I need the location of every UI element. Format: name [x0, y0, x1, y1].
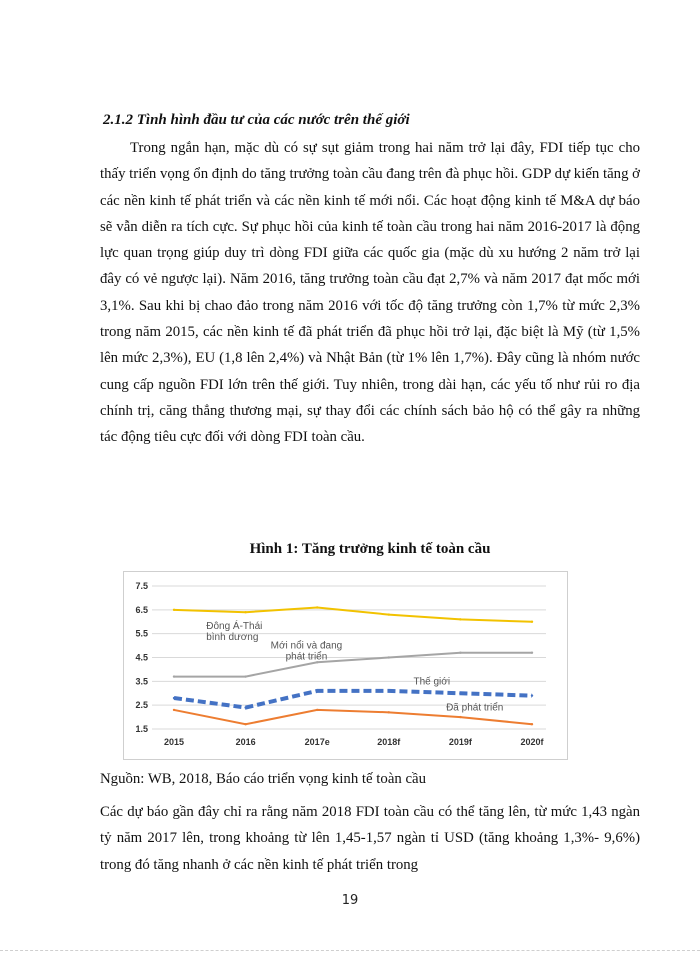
- data-point: [244, 611, 246, 613]
- data-point: [316, 709, 318, 711]
- figure-title: Hình 1: Tăng trưởng kinh tế toàn cầu: [249, 541, 491, 557]
- data-point: [459, 618, 461, 620]
- data-point: [388, 613, 390, 615]
- data-point: [531, 652, 533, 654]
- data-point: [388, 711, 390, 713]
- data-point: [244, 706, 246, 708]
- data-point: [173, 609, 175, 611]
- series-label: Đã phát triển: [446, 702, 504, 714]
- data-point: [173, 675, 175, 677]
- y-tick-label: 6.5: [135, 604, 148, 615]
- data-point: [316, 606, 318, 608]
- data-point: [459, 652, 461, 654]
- series-label: Mới nổi và đang: [270, 640, 343, 652]
- y-tick-label: 4.5: [135, 652, 148, 663]
- growth-chart-svg: [124, 572, 567, 759]
- paragraph-forecast: Các dự báo gần đây chỉ ra rằng năm 2018 FDI toàn cầu có thể tăng lên, từ mức 1,43 ngàn tỷ năm 2017 lên, trong khoảng từ lên 1,45-1,57 ngàn tỉ USD (tăng khoảng 1,3%- 9,6%) trong đó tăng nhanh ở các nền kinh tế phát triển trong: [100, 804, 640, 873]
- series-label: Thế giới: [413, 676, 451, 688]
- y-tick-label: 2.5: [135, 700, 148, 711]
- data-point: [388, 656, 390, 658]
- x-tick-label: 2016: [235, 737, 256, 747]
- data-point: [531, 723, 533, 725]
- data-point: [244, 675, 246, 677]
- series-label: bình dương: [206, 631, 259, 643]
- y-tick-label: 1.5: [135, 724, 148, 734]
- section-heading: 2.1.2 Tình hình đầu tư của các nước trên thế giới: [103, 112, 410, 128]
- figure-source: Nguồn: WB, 2018, Báo cáo triển vọng kinh tế toàn cầu: [100, 771, 427, 787]
- growth-chart: [123, 571, 568, 760]
- y-tick-label: 3.5: [135, 676, 148, 687]
- y-tick-label: 5.5: [135, 628, 148, 639]
- data-point: [459, 692, 461, 694]
- data-point: [531, 694, 533, 696]
- data-point: [173, 697, 175, 699]
- series-label: Đông Á-Thái: [206, 620, 263, 632]
- data-point: [244, 723, 246, 725]
- series-label: phát triển: [285, 651, 328, 663]
- paragraph-intro: Trong ngắn hạn, mặc dù có sự sụt giảm trong hai năm trở lại đây, FDI tiếp tục cho thấy triển vọng ổn định do tăng trưởng toàn cầu đang trên đà phục hồi. GDP dự kiến tăng ở các nền kinh tế phát triển và các nền kinh tế mới nổi. Các hoạt động kinh tế M&A dự báo sẽ vẫn diễn ra tích cực. Sự phục hồi của kinh tế toàn cầu trong hai năm 2016-2017 là động lực quan trọng giúp duy trì dòng FDI giữa các quốc gia (mặc dù xu hướng 2 năm trở lại đây có vẻ ngược lại). Năm 2016, tăng trưởng toàn cầu đạt 2,7% và năm 2017 đạt mốc mới 3,1%. Sau khi bị chao đảo trong năm 2016 với tốc độ tăng trưởng còn 1,7% từ mức 2,3% trong năm 2015, các nền kinh tế đã phát triển đã phục hồi trở lại, đặc biệt là Mỹ (từ 1,5% lên mức 2,3%), EU (1,8 lên 2,4%) và Nhật Bản (từ 1% lên 1,7%). Đây cũng là nhóm nước cung cấp nguồn FDI lớn trên thế giới. Tuy nhiên, trong dài hạn, các yếu tố như rủi ro địa chính trị, căng thẳng thương mại, sự thay đổi các chính sách bảo hộ có thể gây ra những tác động tiêu cực đối với dòng FDI toàn cầu.: [100, 140, 640, 446]
- data-point: [459, 716, 461, 718]
- x-tick-label: 2015: [163, 737, 185, 747]
- x-tick-label: 2020f: [520, 737, 544, 747]
- data-point: [316, 690, 318, 692]
- x-tick-label: 2018f: [377, 737, 401, 747]
- page-divider: [0, 950, 700, 951]
- x-tick-label: 2017e: [304, 737, 330, 747]
- data-point: [388, 690, 390, 692]
- x-tick-label: 2019f: [448, 737, 472, 747]
- data-point: [173, 709, 175, 711]
- series-line-1: [174, 653, 532, 677]
- page-number: 19: [341, 893, 359, 908]
- y-tick-label: 7.5: [135, 581, 148, 591]
- data-point: [531, 621, 533, 623]
